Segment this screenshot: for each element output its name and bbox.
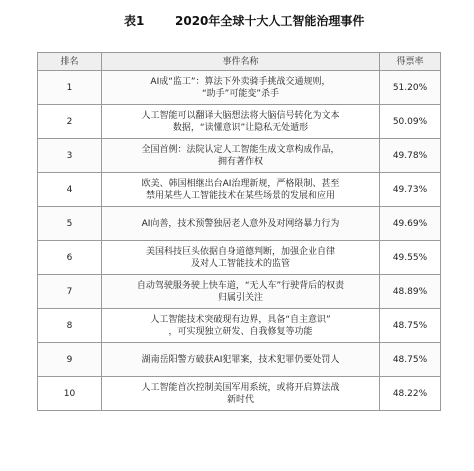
event-name-line: AI向善，技术预警独居老人意外及对网络暴力行为 <box>141 218 340 229</box>
event-name-line: 人工智能可以翻译大脑想法将大脑信号转化为文本 <box>141 110 340 121</box>
rank-cell: 9 <box>38 343 102 377</box>
event-name-line: 湖南岳阳警方破获AI犯罪案，技术犯罪仍要处罚人 <box>141 354 340 365</box>
event-name-cell <box>102 377 380 411</box>
table-row <box>38 309 441 343</box>
event-name-line: AI成“监工”：算法下外卖骑手挑战交通规则， <box>150 76 331 87</box>
vote-rate-cell: 49.78% <box>380 139 441 173</box>
rank-cell: 8 <box>38 309 102 343</box>
vote-rate-cell: 49.69% <box>380 207 441 241</box>
vote-rate-cell: 48.75% <box>380 343 441 377</box>
event-name-line: 归属引关注 <box>217 292 263 303</box>
event-name-line: 全国首例：法院认定人工智能生成文章构成作品， <box>141 144 340 155</box>
event-name-line: 人工智能技术突破现有边界，具备“自主意识” <box>150 314 331 325</box>
event-name-line: 拥有著作权 <box>217 156 263 167</box>
event-name-line: 及对人工智能技术的监管 <box>190 258 290 269</box>
rank-cell: 10 <box>38 377 102 411</box>
event-name-line: 禁用某些人工智能技术在某些场景的发展和应用 <box>145 190 335 201</box>
table-row <box>38 275 441 309</box>
vote-rate-cell: 48.22% <box>380 377 441 411</box>
header-event-name: 事件名称 <box>102 53 380 71</box>
rank-cell: 5 <box>38 207 102 241</box>
table-title: 2020年全球十大人工智能治理事件 <box>175 14 365 28</box>
event-name-cell <box>102 71 380 105</box>
header-rank: 排名 <box>38 53 102 71</box>
event-name-line: 新时代 <box>226 394 254 405</box>
table-header-row <box>38 53 441 71</box>
rank-cell: 3 <box>38 139 102 173</box>
table-row <box>38 105 441 139</box>
table-row <box>38 241 441 275</box>
event-name-cell <box>102 241 380 275</box>
table-caption <box>0 10 474 30</box>
governance-events-table <box>37 52 441 411</box>
rank-cell: 2 <box>38 105 102 139</box>
event-name-line: 人工智能首次控制美国军用系统，或将开启算法战 <box>141 382 340 393</box>
event-name-line: 欧美、韩国相继出台AI治理新规，严格限制、甚至 <box>141 178 340 189</box>
header-vote-rate: 得票率 <box>380 53 441 71</box>
table-row <box>38 377 441 411</box>
event-name-line: “助手”可能变”杀手 <box>202 88 279 99</box>
vote-rate-cell: 48.75% <box>380 309 441 343</box>
rank-cell: 7 <box>38 275 102 309</box>
event-name-cell <box>102 343 380 377</box>
event-name-cell <box>102 309 380 343</box>
event-name-cell <box>102 207 380 241</box>
event-name-cell <box>102 275 380 309</box>
vote-rate-cell: 49.73% <box>380 173 441 207</box>
vote-rate-cell: 48.89% <box>380 275 441 309</box>
vote-rate-cell: 51.20% <box>380 71 441 105</box>
event-name-line: 美国科技巨头依据自身道德判断，加强企业自律 <box>145 246 335 257</box>
event-name-cell <box>102 139 380 173</box>
table-row <box>38 343 441 377</box>
table-row <box>38 173 441 207</box>
table-row <box>38 207 441 241</box>
table-row <box>38 71 441 105</box>
event-name-line: 自动驾驶服务驶上快车道，“无人车”行驶背后的权责 <box>136 280 345 291</box>
rank-cell: 6 <box>38 241 102 275</box>
event-name-cell <box>102 105 380 139</box>
rank-cell: 4 <box>38 173 102 207</box>
vote-rate-cell: 50.09% <box>380 105 441 139</box>
event-name-cell <box>102 173 380 207</box>
rank-cell: 1 <box>38 71 102 105</box>
vote-rate-cell: 49.55% <box>380 241 441 275</box>
table-number: 表1 <box>124 14 145 28</box>
event-name-line: 数据，“读懂意识”让隐私无处遁形 <box>172 122 309 133</box>
event-name-line: ，可实现独立研发、自我修复等功能 <box>168 326 313 337</box>
table-row <box>38 139 441 173</box>
